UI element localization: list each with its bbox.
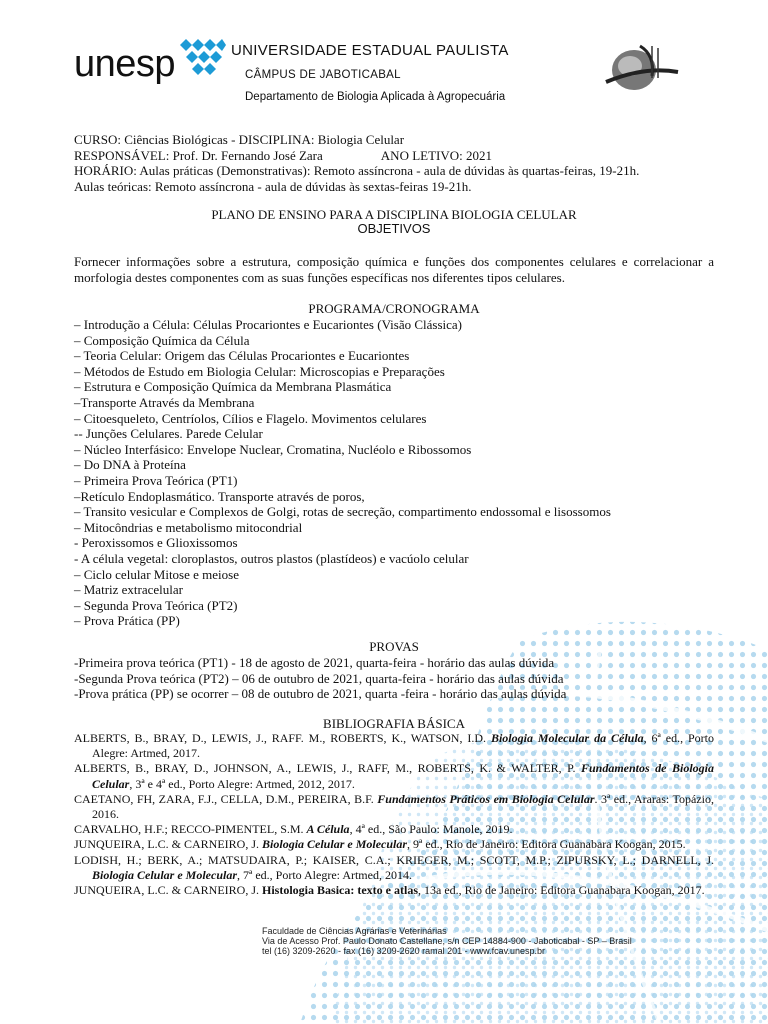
reference-authors: CARVALHO, H.F.; RECCO-PIMENTEL, S.M. xyxy=(74,822,307,837)
academic-year: ANO LETIVO: 2021 xyxy=(380,147,493,163)
programa-heading: PROGRAMA/CRONOGRAMA xyxy=(308,301,480,316)
plan-title-text: PLANO DE ENSINO PARA A DISCIPLINA BIOLOGIA CELULAR xyxy=(211,207,577,222)
programa-item: – Segunda Prova Teórica (PT2) xyxy=(74,597,238,613)
footer-contact: tel (16) 3209-2620 - fax (16) 3209-2620 ramal 201 - www.fcav.unesp.br xyxy=(262,946,545,956)
programa-item: – Composição Química da Célula xyxy=(74,332,250,348)
schedule-practical: HORÁRIO: Aulas práticas (Demonstrativas): Remoto assíncrona - aula de dúvidas às quartas-feiras, 19-21h. xyxy=(74,163,640,178)
bibliografia-list xyxy=(74,731,714,898)
programa-item: – Ciclo celular Mitose e meiose xyxy=(74,566,239,582)
reference-title: Histologia Basica: texto e atlas xyxy=(262,883,418,898)
reference-authors: JUNQUEIRA, L.C. & CARNEIRO, J. xyxy=(74,883,263,898)
provas-list xyxy=(74,655,714,702)
department-name: Departamento de Biologia Aplicada à Agropecuária xyxy=(245,91,506,103)
programa-item: – Teoria Celular: Origem das Células Procariontes e Eucariontes xyxy=(74,348,410,364)
provas-heading: PROVAS xyxy=(369,639,419,654)
course-line: CURSO: Ciências Biológicas - DISCIPLINA: Biologia Celular xyxy=(74,132,405,147)
reference-item xyxy=(74,731,714,761)
prova-item: -Segunda Prova teórica (PT2) – 06 de outubro de 2021, quarta-feira - horário das aulas dúvida xyxy=(74,670,564,686)
reference-authors: LODISH, H.; BERK, A.; MATSUDAIRA, P.; KAISER, C.A.; KRIEGER, M.; SCOTT, M.P.; ZIPURSKY, L.; DARNELL, J. xyxy=(74,852,714,867)
reference-publication: , 7ª ed., Porto Alegre: Artmed, 2014. xyxy=(237,867,412,882)
reference-publication: , 3ª e 4ª ed., Porto Alegre: Artmed, 2012, 2017. xyxy=(129,776,355,791)
footer-address: Via de Acesso Prof. Paulo Donato Castellane, s/n CEP 14884-900 - Jaboticabal - SP – Brasil xyxy=(262,936,632,946)
footer xyxy=(262,926,632,956)
programa-item: –Retículo Endoplasmático. Transporte através de poros, xyxy=(74,488,365,504)
unesp-logo-icon xyxy=(176,39,226,75)
programa-item: – Estrutura e Composição Química da Membrana Plasmática xyxy=(74,379,392,395)
programa-item: - A célula vegetal: cloroplastos, outros plastos (plastídeos) e vacúolo celular xyxy=(74,550,469,566)
reference-item xyxy=(74,761,714,791)
programa-item: – Prova Prática (PP) xyxy=(74,613,180,629)
programa-item: -- Junções Celulares. Parede Celular xyxy=(74,426,263,442)
programa-item: –Transporte Através da Membrana xyxy=(74,394,255,410)
programa-item: – Citoesqueleto, Centríolos, Cílios e Flagelo. Movimentos celulares xyxy=(74,410,427,426)
programa-item: - Peroxissomos e Glioxissomos xyxy=(74,535,238,551)
reference-publication: , 9ª ed., Rio de Janeiro: Editora Guanabara Koogan, 2015. xyxy=(407,837,686,852)
plan-title xyxy=(74,208,714,236)
jaboticabal-campus-logo-icon xyxy=(600,42,680,102)
objetivos-heading: OBJETIVOS xyxy=(357,221,431,236)
programa-item: – Primeira Prova Teórica (PT1) xyxy=(74,472,238,488)
programa-item: – Mitocôndrias e metabolismo mitocondrial xyxy=(74,519,303,535)
reference-title: Biologia Celular e Molecular xyxy=(92,867,238,882)
reference-authors: ALBERTS, B., BRAY, D., JOHNSON, A., LEWIS, J., RAFF, M., ROBERTS, K. & WALTER, P. xyxy=(74,761,581,776)
reference-authors: JUNQUEIRA, L.C. & CARNEIRO, J. xyxy=(74,837,263,852)
reference-publication: , 13a ed., Rio de Janeiro: Editora Guanabara Koogan, 2017. xyxy=(418,883,705,898)
reference-item xyxy=(74,853,714,883)
reference-item xyxy=(74,837,714,852)
programa-item: – Transito vesicular e Complexos de Golgi, rotas de secreção, compartimento endossomal e lisossomos xyxy=(74,504,611,520)
unesp-logo-text: unesp xyxy=(74,43,176,85)
reference-item xyxy=(74,883,714,898)
reference-title: Biologia Celular e Molecular xyxy=(262,837,408,852)
programa-item: – Métodos de Estudo em Biologia Celular: Microscopias e Preparações xyxy=(74,363,445,379)
programa-item: – Introdução a Célula: Células Procariontes e Eucariontes (Visão Clássica) xyxy=(74,317,463,332)
reference-authors: CAETANO, FH, ZARA, F.J., CELLA, D.M., PEREIRA, B.F. xyxy=(74,791,378,806)
reference-title: Fundamentos de Biologia Celular xyxy=(92,761,714,791)
reference-item xyxy=(74,822,714,837)
bibliografia-heading: BIBLIOGRAFIA BÁSICA xyxy=(323,716,465,731)
programa-list xyxy=(74,317,714,629)
reference-item xyxy=(74,792,714,822)
responsible-line xyxy=(74,148,714,164)
objetivos-text: Fornecer informações sobre a estrutura, composição química e funções dos componentes celulares e correlacionar a morfologia destes componentes com as suas funções específicas nos diferentes tipos celulares. xyxy=(74,254,714,285)
campus-name: CÂMPUS DE JABOTICABAL xyxy=(245,69,401,81)
reference-publication: , 4ª ed., São Paulo: Manole, 2019. xyxy=(349,822,513,837)
reference-authors: ALBERTS, B., BRAY, D., LEWIS, J., RAFF. M., ROBERTS, K., WATSON, I.D. xyxy=(74,731,491,745)
reference-publication: . 3ª ed., Araras: Topázio, 2016. xyxy=(92,791,714,822)
responsible-text: RESPONSÁVEL: Prof. Dr. Fernando José Zara xyxy=(74,147,323,163)
schedule-theoretical: Aulas teóricas: Remoto assíncrona - aula de dúvidas às sextas-feiras 19-21h. xyxy=(74,178,472,194)
reference-title: Biologia Molecular da Célula xyxy=(490,731,644,745)
reference-title: Fundamentos Práticos em Biologia Celular xyxy=(377,791,595,806)
reference-title: A Célula xyxy=(306,822,350,837)
footer-institution: Faculdade de Ciências Agrárias e Veterinárias xyxy=(262,926,447,936)
programa-item: – Núcleo Interfásico: Envelope Nuclear, Cromatina, Nucléolo e Ribossomos xyxy=(74,441,472,457)
prova-item: -Primeira prova teórica (PT1) - 18 de agosto de 2021, quarta-feira - horário das aulas dúvida xyxy=(74,655,555,670)
course-info xyxy=(74,132,714,194)
university-name: UNIVERSIDADE ESTADUAL PAULISTA xyxy=(231,42,509,59)
reference-publication: , 6ª ed., Porto Alegre: Artmed, 2017. xyxy=(92,731,715,761)
programa-item: – Matriz extracelular xyxy=(74,582,183,598)
programa-item: – Do DNA à Proteína xyxy=(74,457,186,473)
prova-item: -Prova prática (PP) se ocorrer – 08 de outubro de 2021, quarta -feira - horário das aulas dúvida xyxy=(74,686,567,702)
